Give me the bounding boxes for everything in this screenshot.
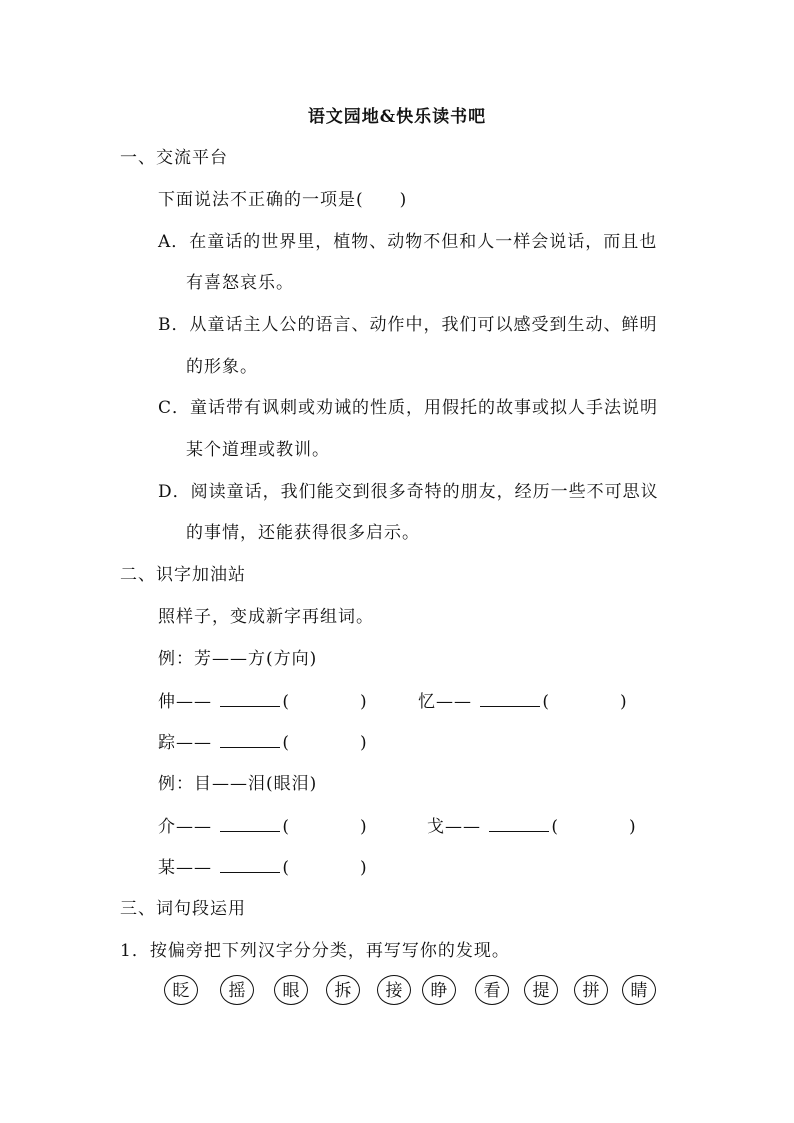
option-d-line2: 的事情，还能获得很多启示。 bbox=[186, 523, 420, 543]
example-1: 例：芳——方(方向) bbox=[158, 649, 318, 669]
exercise-prompt: 介—— bbox=[158, 817, 212, 837]
option-c-line1: C．童话带有讽刺或劝诫的性质，用假托的故事或拟人手法说明 bbox=[158, 398, 659, 418]
paren-open: ( bbox=[551, 817, 560, 837]
answer-blank[interactable] bbox=[489, 815, 549, 832]
circled-character: 拆 bbox=[326, 975, 360, 1005]
circled-character: 摇 bbox=[220, 975, 254, 1005]
answer-blank[interactable] bbox=[220, 690, 280, 707]
circled-character: 提 bbox=[524, 975, 558, 1005]
circled-character: 睁 bbox=[422, 975, 456, 1005]
circled-character: 睛 bbox=[622, 975, 656, 1005]
paren-close: ) bbox=[620, 692, 628, 712]
section-2-heading: 二、识字加油站 bbox=[120, 565, 246, 585]
paren-close: ) bbox=[360, 858, 368, 878]
question-1: 1．按偏旁把下列汉字分分类，再写写你的发现。 bbox=[120, 941, 510, 961]
exercise-row bbox=[158, 856, 368, 879]
section-3-heading: 三、词句段运用 bbox=[120, 899, 246, 919]
exercise-prompt: 某—— bbox=[158, 858, 212, 878]
circled-character: 看 bbox=[475, 975, 509, 1005]
paren-open: ( bbox=[282, 692, 291, 712]
option-a-line1: A．在童话的世界里，植物、动物不但和人一样会说话，而且也 bbox=[158, 232, 658, 252]
paren-open: ( bbox=[282, 817, 291, 837]
exercise-prompt: 戈—— bbox=[427, 817, 481, 837]
paren-open: ( bbox=[282, 733, 291, 753]
option-c-line2: 某个道理或教训。 bbox=[186, 440, 330, 460]
exercise-row bbox=[158, 690, 368, 713]
option-b-line1: B．从童话主人公的语言、动作中，我们可以感受到生动、鲜明 bbox=[158, 315, 658, 335]
circled-character: 接 bbox=[377, 975, 411, 1005]
page-title: 语文园地&快乐读书吧 bbox=[307, 107, 487, 127]
paren-open: ( bbox=[282, 858, 291, 878]
circled-character: 拼 bbox=[574, 975, 608, 1005]
option-a-line2: 有喜怒哀乐。 bbox=[186, 273, 294, 293]
paren-close: ) bbox=[360, 733, 368, 753]
exercise-row bbox=[427, 815, 637, 838]
circled-character: 眨 bbox=[164, 975, 198, 1005]
exercise-prompt: 踪—— bbox=[158, 733, 212, 753]
exercise-row bbox=[158, 731, 368, 754]
section-1-heading: 一、交流平台 bbox=[120, 148, 228, 168]
example-2: 例：目——泪(眼泪) bbox=[158, 774, 318, 794]
paren-close: ) bbox=[629, 817, 637, 837]
exercise-prompt: 忆—— bbox=[418, 692, 472, 712]
answer-blank[interactable] bbox=[220, 856, 280, 873]
circled-character: 眼 bbox=[274, 975, 308, 1005]
exercise-row bbox=[418, 690, 628, 713]
paren-open: ( bbox=[542, 692, 551, 712]
character-circles bbox=[164, 975, 664, 1011]
answer-blank[interactable] bbox=[220, 731, 280, 748]
option-d-line1: D．阅读童话，我们能交到很多奇特的朋友，经历一些不可思议 bbox=[158, 482, 659, 502]
option-b-line2: 的形象。 bbox=[186, 357, 258, 377]
exercise-row bbox=[158, 815, 368, 838]
section-2-instruction: 照样子，变成新字再组词。 bbox=[158, 607, 374, 627]
paren-close: ) bbox=[360, 817, 368, 837]
paren-close: ) bbox=[360, 692, 368, 712]
answer-blank[interactable] bbox=[480, 690, 540, 707]
answer-blank[interactable] bbox=[220, 815, 280, 832]
question-stem: 下面说法不正确的一项是( ) bbox=[158, 190, 408, 210]
exercise-prompt: 伸—— bbox=[158, 692, 212, 712]
